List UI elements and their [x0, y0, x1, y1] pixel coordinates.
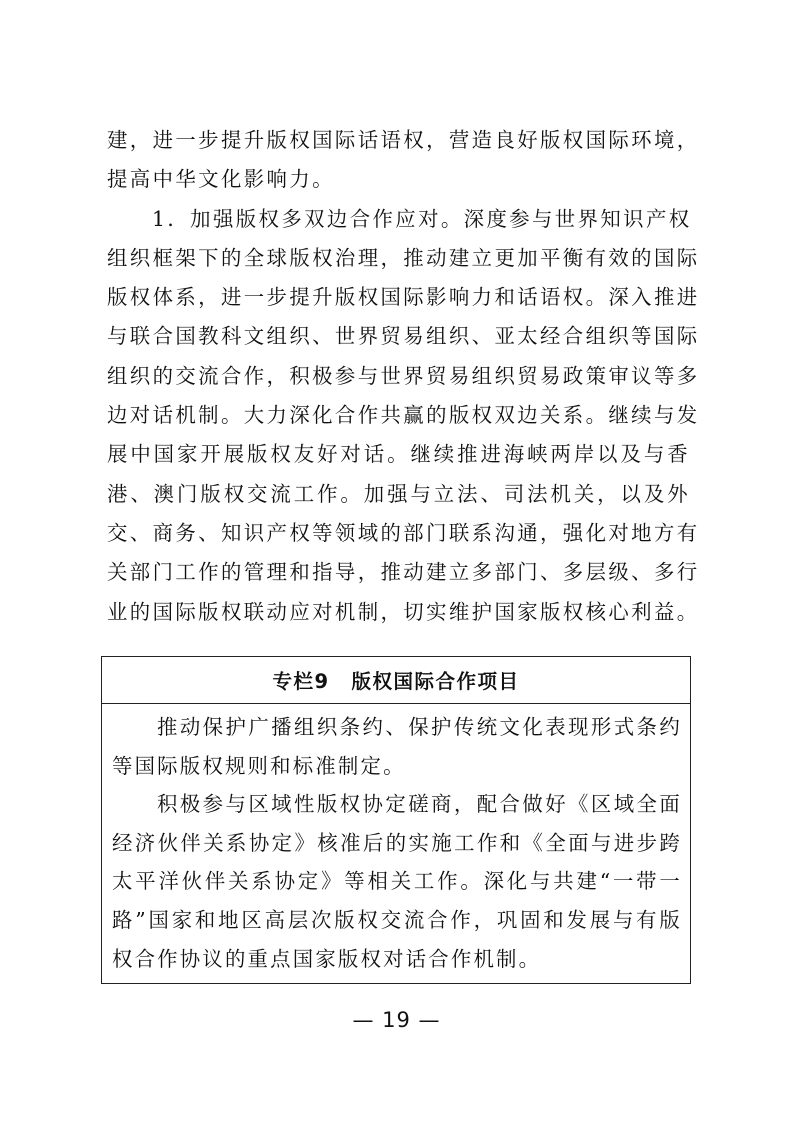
box-heading: 版权国际合作项目: [351, 670, 520, 693]
box-title: [102, 657, 690, 704]
text-line: 关部门工作的管理和指导，推动建立多部门、多层级、多行: [107, 560, 700, 585]
box-body: [102, 704, 690, 978]
text-line: 1．加强版权多双边合作应对。深度参与世界知识产权: [152, 206, 692, 231]
column-box: [101, 656, 691, 984]
text-line: 推动保护广播组织条约、保护传统文化表现形式条约: [157, 715, 682, 739]
box-paragraph-1: [112, 708, 682, 785]
intro-paragraph: [107, 121, 700, 200]
text-line: 港、澳门版权交流工作。加强与立法、司法机关，以及外: [107, 481, 690, 506]
text-line: 业的国际版权联动应对机制，切实维护国家版权核心利益。: [107, 599, 700, 624]
text-line: 组织框架下的全球版权治理，推动建立更加平衡有效的国际: [107, 245, 700, 270]
text-line: 积极参与区域性版权协定磋商，配合做好《区域全面: [157, 792, 682, 817]
text-line: 经济伙伴关系协定》核准后的实施工作和《全面与进步跨: [112, 830, 682, 855]
box-label: 专栏9: [272, 670, 330, 693]
page-number: — 19 —: [352, 1008, 441, 1032]
text-line: 建，进一步提升版权国际话语权，营造良好版权国际环境，: [107, 128, 700, 152]
text-line: 权合作协议的重点国家版权对话合作机制。: [112, 946, 542, 971]
text-line: 提高中华文化影响力。: [107, 167, 335, 192]
text-line: 路”国家和地区高层次版权交流合作，巩固和发展与有版: [112, 907, 682, 932]
text-line: 边对话机制。大力深化合作共赢的版权双边关系。继续与发: [107, 403, 700, 428]
section-1-paragraph: [107, 200, 700, 632]
text-line: 展中国家开展版权友好对话。继续推进海峡两岸以及与香: [107, 442, 690, 467]
text-line: 交、商务、知识产权等领域的部门联系沟通，强化对地方有: [107, 520, 700, 545]
text-line: 等国际版权规则和标准制定。: [112, 753, 406, 778]
body-text: [107, 121, 700, 632]
box-paragraph-2: [112, 785, 682, 978]
text-line: 组织的交流合作，积极参与世界贸易组织贸易政策审议等多: [107, 363, 700, 388]
text-line: 版权体系，进一步提升版权国际影响力和话语权。深入推进: [107, 285, 700, 310]
text-line: 与联合国教科文组织、世界贸易组织、亚太经合组织等国际: [107, 324, 700, 349]
text-line: 太平洋伙伴关系协定》等相关工作。深化与共建“一带一: [112, 869, 682, 894]
